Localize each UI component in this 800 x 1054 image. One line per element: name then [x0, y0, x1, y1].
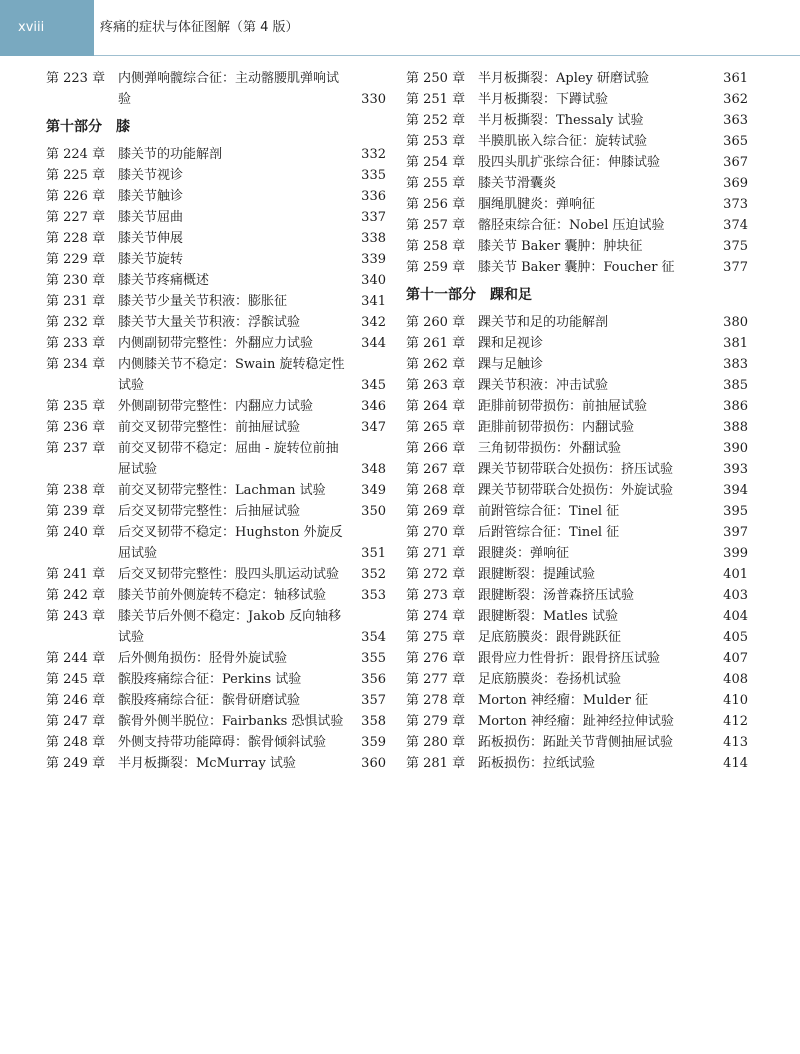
- page-number: 399: [723, 546, 748, 561]
- page-number: 369: [723, 176, 748, 191]
- toc-entry[interactable]: [406, 375, 748, 396]
- toc-entry[interactable]: [406, 501, 748, 522]
- page-number: 413: [723, 735, 748, 750]
- page-number: 338: [361, 231, 386, 246]
- page-number-badge: xviii: [0, 0, 94, 56]
- toc-entry[interactable]: [406, 690, 748, 711]
- page-number: 365: [723, 134, 748, 149]
- toc-entry[interactable]: [46, 564, 386, 585]
- chapter-number: 第 224 章: [46, 147, 106, 162]
- toc-entry[interactable]: [46, 438, 386, 480]
- chapter-number: 第 276 章: [406, 651, 466, 666]
- chapter-number: 第 281 章: [406, 756, 466, 771]
- chapter-number: 第 264 章: [406, 399, 466, 414]
- page-number: 330: [361, 92, 386, 107]
- chapter-number: 第 233 章: [46, 336, 106, 351]
- toc-entry[interactable]: [406, 522, 748, 543]
- toc-entry[interactable]: [46, 144, 386, 165]
- toc-entry[interactable]: [406, 236, 748, 257]
- page-number: 346: [361, 399, 386, 414]
- toc-left-column: [46, 68, 386, 774]
- chapter-number: 第 274 章: [406, 609, 466, 624]
- chapter-title: 外侧副韧带完整性：内翻应力试验: [118, 399, 314, 414]
- page-number: 362: [723, 92, 748, 107]
- toc-entry[interactable]: [406, 459, 748, 480]
- chapter-number: 第 250 章: [406, 71, 466, 86]
- page-number: 394: [723, 483, 748, 498]
- page-number: 355: [361, 651, 386, 666]
- chapter-title: 内侧弹响髋综合征：主动髂腰肌弹响试验: [118, 71, 340, 107]
- toc-entry[interactable]: [46, 648, 386, 669]
- page-number: 351: [361, 546, 386, 561]
- chapter-title: 前交叉韧带完整性：Lachman 试验: [118, 483, 326, 498]
- chapter-title: 膝关节 Baker 囊肿：肿块征: [478, 239, 643, 254]
- page-number: 341: [361, 294, 386, 309]
- chapter-title: 跟腱断裂：汤普森挤压试验: [478, 588, 635, 603]
- chapter-title: 膝关节前外侧旋转不稳定：轴移试验: [118, 588, 327, 603]
- chapter-number: 第 226 章: [46, 189, 106, 204]
- chapter-title: 膝关节滑囊炎: [478, 176, 557, 191]
- chapter-title: 踝关节积液：冲击试验: [478, 378, 609, 393]
- chapter-number: 第 265 章: [406, 420, 466, 435]
- page-number: 386: [723, 399, 748, 414]
- toc-entry[interactable]: [46, 228, 386, 249]
- chapter-number: 第 243 章: [46, 609, 106, 624]
- toc-entry[interactable]: [46, 312, 386, 333]
- book-title: 疼痛的症状与体征图解（第 4 版）: [100, 20, 299, 35]
- toc-entry[interactable]: [406, 543, 748, 564]
- chapter-title: 股四头肌扩张综合征：伸膝试验: [478, 155, 661, 170]
- chapter-title: 外侧支持带功能障碍：髌骨倾斜试验: [118, 735, 327, 750]
- chapter-number: 第 239 章: [46, 504, 106, 519]
- page-number: 401: [723, 567, 748, 582]
- part-heading: 第十部分 膝: [46, 119, 130, 135]
- chapter-number: 第 235 章: [46, 399, 106, 414]
- chapter-title: 后交叉韧带完整性：后抽屉试验: [118, 504, 301, 519]
- chapter-number: 第 269 章: [406, 504, 466, 519]
- chapter-number: 第 238 章: [46, 483, 106, 498]
- chapter-number: 第 248 章: [46, 735, 106, 750]
- page-number: 340: [361, 273, 386, 288]
- page-number: 332: [361, 147, 386, 162]
- page-number: 354: [361, 630, 386, 645]
- chapter-number: 第 272 章: [406, 567, 466, 582]
- chapter-title: 半月板撕裂：McMurray 试验: [118, 756, 296, 771]
- chapter-title: 踝关节韧带联合处损伤：挤压试验: [478, 462, 674, 477]
- chapter-number: 第 249 章: [46, 756, 106, 771]
- chapter-number: 第 256 章: [406, 197, 466, 212]
- chapter-title: 跟腱断裂：Matles 试验: [478, 609, 618, 624]
- chapter-title: 髌股疼痛综合征：髌骨研磨试验: [118, 693, 301, 708]
- toc-entry[interactable]: [406, 396, 748, 417]
- chapter-title: 髌股疼痛综合征：Perkins 试验: [118, 672, 302, 687]
- chapter-number: 第 223 章: [46, 71, 106, 86]
- chapter-title: 后交叉韧带不稳定：Hughston 外旋反屈试验: [118, 525, 343, 561]
- page-number: 347: [361, 420, 386, 435]
- toc-entry[interactable]: [46, 249, 386, 270]
- toc-entry[interactable]: [46, 522, 386, 564]
- toc-right-column: [406, 68, 748, 774]
- chapter-number: 第 242 章: [46, 588, 106, 603]
- chapter-title: 膝关节旋转: [118, 252, 184, 267]
- page-number: 358: [361, 714, 386, 729]
- chapter-title: 半月板撕裂：Thessaly 试验: [478, 113, 644, 128]
- chapter-title: 膝关节屈曲: [118, 210, 184, 225]
- page-number: 390: [723, 441, 748, 456]
- chapter-number: 第 246 章: [46, 693, 106, 708]
- toc-entry[interactable]: [46, 68, 386, 110]
- toc-entry[interactable]: [46, 585, 386, 606]
- chapter-title: 距腓前韧带损伤：内翻试验: [478, 420, 635, 435]
- chapter-number: 第 230 章: [46, 273, 106, 288]
- toc-entry[interactable]: [46, 753, 386, 774]
- chapter-title: 三角韧带损伤：外翻试验: [478, 441, 622, 456]
- chapter-number: 第 245 章: [46, 672, 106, 687]
- chapter-title: 前交叉韧带不稳定：屈曲 - 旋转位前抽屉试验: [118, 441, 339, 477]
- toc-entry[interactable]: [46, 501, 386, 522]
- page-number: 414: [723, 756, 748, 771]
- page-number: 357: [361, 693, 386, 708]
- toc-entry[interactable]: [46, 480, 386, 501]
- page-number: 404: [723, 609, 748, 624]
- toc-entry[interactable]: [406, 585, 748, 606]
- toc-entry[interactable]: [46, 270, 386, 291]
- chapter-title: 跖板损伤：跖趾关节背侧抽屉试验: [478, 735, 674, 750]
- toc-entry[interactable]: [46, 165, 386, 186]
- page-number: 374: [723, 218, 748, 233]
- toc-entry[interactable]: [46, 606, 386, 648]
- toc-entry[interactable]: [406, 68, 748, 89]
- chapter-number: 第 262 章: [406, 357, 466, 372]
- toc-entry[interactable]: [406, 564, 748, 585]
- chapter-number: 第 247 章: [46, 714, 106, 729]
- toc-entry[interactable]: [406, 648, 748, 669]
- chapter-number: 第 227 章: [46, 210, 106, 225]
- chapter-title: 膝关节少量关节积液：膨胀征: [118, 294, 288, 309]
- chapter-title: 前交叉韧带完整性：前抽屉试验: [118, 420, 301, 435]
- toc-entry[interactable]: [46, 711, 386, 732]
- page-number: 403: [723, 588, 748, 603]
- chapter-number: 第 280 章: [406, 735, 466, 750]
- toc-entry[interactable]: [406, 194, 748, 215]
- chapter-number: 第 241 章: [46, 567, 106, 582]
- page-number: 344: [361, 336, 386, 351]
- page-number: 342: [361, 315, 386, 330]
- chapter-title: 膝关节后外侧不稳定：Jakob 反向轴移试验: [118, 609, 342, 645]
- page-number: 367: [723, 155, 748, 170]
- chapter-number: 第 228 章: [46, 231, 106, 246]
- toc-entry[interactable]: [46, 732, 386, 753]
- toc-entry[interactable]: [46, 333, 386, 354]
- page-number: 352: [361, 567, 386, 582]
- page-number: 412: [723, 714, 748, 729]
- page-number: 373: [723, 197, 748, 212]
- page-number: 377: [723, 260, 748, 275]
- toc-entry[interactable]: [406, 753, 748, 774]
- chapter-title: 膝关节伸展: [118, 231, 184, 246]
- chapter-number: 第 240 章: [46, 525, 106, 540]
- chapter-number: 第 257 章: [406, 218, 466, 233]
- page-number: 397: [723, 525, 748, 540]
- toc-entry[interactable]: [46, 417, 386, 438]
- toc-entry[interactable]: [406, 438, 748, 459]
- chapter-title: 半月板撕裂：下蹲试验: [478, 92, 609, 107]
- chapter-title: 髌骨外侧半脱位：Fairbanks 恐惧试验: [118, 714, 344, 729]
- chapter-number: 第 268 章: [406, 483, 466, 498]
- page-number: 395: [723, 504, 748, 519]
- toc-entry[interactable]: [406, 215, 748, 236]
- toc-entry[interactable]: [406, 333, 748, 354]
- toc-entry[interactable]: [406, 312, 748, 333]
- chapter-title: 跟腱炎：弹响征: [478, 546, 570, 561]
- chapter-number: 第 277 章: [406, 672, 466, 687]
- chapter-number: 第 266 章: [406, 441, 466, 456]
- toc-entry[interactable]: [406, 606, 748, 627]
- chapter-number: 第 275 章: [406, 630, 466, 645]
- chapter-title: 跟腱断裂：提踵试验: [478, 567, 596, 582]
- page-number: 380: [723, 315, 748, 330]
- page-number: 361: [723, 71, 748, 86]
- chapter-title: 踝与足触诊: [478, 357, 544, 372]
- page-number: 375: [723, 239, 748, 254]
- chapter-title: 前跗管综合征：Tinel 征: [478, 504, 620, 519]
- toc-entry[interactable]: [46, 669, 386, 690]
- chapter-number: 第 255 章: [406, 176, 466, 191]
- chapter-number: 第 267 章: [406, 462, 466, 477]
- page-number: 393: [723, 462, 748, 477]
- toc-entry[interactable]: [406, 354, 748, 375]
- chapter-title: Morton 神经瘤：Mulder 征: [478, 693, 649, 708]
- page-number: 345: [361, 378, 386, 393]
- chapter-number: 第 232 章: [46, 315, 106, 330]
- chapter-title: 腘绳肌腱炎：弹响征: [478, 197, 596, 212]
- page-header: [0, 0, 800, 56]
- chapter-title: 膝关节大量关节积液：浮髌试验: [118, 315, 301, 330]
- toc-entry[interactable]: [46, 396, 386, 417]
- page-number: 363: [723, 113, 748, 128]
- chapter-title: 膝关节 Baker 囊肿：Foucher 征: [478, 260, 675, 275]
- page-number: 356: [361, 672, 386, 687]
- chapter-title: 跟骨应力性骨折：跟骨挤压试验: [478, 651, 661, 666]
- chapter-number: 第 234 章: [46, 357, 106, 372]
- page-number: 385: [723, 378, 748, 393]
- toc-entry[interactable]: [46, 354, 386, 396]
- page-number: 339: [361, 252, 386, 267]
- page-number: 348: [361, 462, 386, 477]
- chapter-number: 第 254 章: [406, 155, 466, 170]
- chapter-number: 第 263 章: [406, 378, 466, 393]
- chapter-title: 足底筋膜炎：跟骨跳跃征: [478, 630, 622, 645]
- toc-entry[interactable]: [406, 131, 748, 152]
- chapter-title: 膝关节疼痛概述: [118, 273, 210, 288]
- part-heading: 第十一部分 踝和足: [406, 287, 532, 303]
- toc-entry[interactable]: [406, 152, 748, 173]
- page-number: 410: [723, 693, 748, 708]
- chapter-number: 第 251 章: [406, 92, 466, 107]
- chapter-title: 半月板撕裂：Apley 研磨试验: [478, 71, 650, 86]
- chapter-number: 第 261 章: [406, 336, 466, 351]
- page-number: 407: [723, 651, 748, 666]
- chapter-number: 第 270 章: [406, 525, 466, 540]
- toc-entry[interactable]: [406, 173, 748, 194]
- chapter-number: 第 244 章: [46, 651, 106, 666]
- chapter-title: 踝关节和足的功能解剖: [478, 315, 609, 330]
- chapter-number: 第 225 章: [46, 168, 106, 183]
- chapter-title: 膝关节触诊: [118, 189, 184, 204]
- chapter-title: 内侧副韧带完整性：外翻应力试验: [118, 336, 314, 351]
- page-number: 350: [361, 504, 386, 519]
- chapter-number: 第 260 章: [406, 315, 466, 330]
- chapter-number: 第 273 章: [406, 588, 466, 603]
- page-number: 337: [361, 210, 386, 225]
- toc-entry[interactable]: [406, 669, 748, 690]
- chapter-title: 髂胫束综合征：Nobel 压迫试验: [478, 218, 665, 233]
- chapter-number: 第 252 章: [406, 113, 466, 128]
- chapter-title: 距腓前韧带损伤：前抽屉试验: [478, 399, 648, 414]
- chapter-number: 第 279 章: [406, 714, 466, 729]
- page-number: 388: [723, 420, 748, 435]
- toc-entry[interactable]: [46, 690, 386, 711]
- chapter-title: Morton 神经瘤：趾神经拉伸试验: [478, 714, 674, 729]
- toc-entry[interactable]: [406, 89, 748, 110]
- toc-entry[interactable]: [406, 110, 748, 131]
- chapter-number: 第 258 章: [406, 239, 466, 254]
- chapter-title: 半膜肌嵌入综合征：旋转试验: [478, 134, 648, 149]
- toc-entry[interactable]: [46, 186, 386, 207]
- chapter-number: 第 271 章: [406, 546, 466, 561]
- toc-entry[interactable]: [46, 207, 386, 228]
- header-divider: [94, 55, 800, 56]
- chapter-number: 第 259 章: [406, 260, 466, 275]
- toc-entry[interactable]: [406, 732, 748, 753]
- toc-entry[interactable]: [406, 711, 748, 732]
- chapter-number: 第 237 章: [46, 441, 106, 456]
- page-number: 408: [723, 672, 748, 687]
- chapter-title: 足底筋膜炎：卷扬机试验: [478, 672, 622, 687]
- chapter-title: 踝关节韧带联合处损伤：外旋试验: [478, 483, 674, 498]
- toc-entry[interactable]: [406, 627, 748, 648]
- page-number: 349: [361, 483, 386, 498]
- chapter-title: 踝和足视诊: [478, 336, 544, 351]
- chapter-title: 后外侧角损伤：胫骨外旋试验: [118, 651, 288, 666]
- page-number: 336: [361, 189, 386, 204]
- page-number: 335: [361, 168, 386, 183]
- page-number: 381: [723, 336, 748, 351]
- page-number: 353: [361, 588, 386, 603]
- page-number: 359: [361, 735, 386, 750]
- chapter-title: 膝关节的功能解剖: [118, 147, 223, 162]
- chapter-title: 内侧膝关节不稳定：Swain 旋转稳定性试验: [118, 357, 345, 393]
- toc-entry[interactable]: [46, 291, 386, 312]
- chapter-number: 第 253 章: [406, 134, 466, 149]
- page-number: 383: [723, 357, 748, 372]
- page-number: 360: [361, 756, 386, 771]
- toc-entry[interactable]: [406, 417, 748, 438]
- chapter-title: 后交叉韧带完整性：股四头肌运动试验: [118, 567, 340, 582]
- chapter-number: 第 229 章: [46, 252, 106, 267]
- page-number: 405: [723, 630, 748, 645]
- toc-entry[interactable]: [406, 257, 748, 278]
- chapter-number: 第 278 章: [406, 693, 466, 708]
- chapter-title: 膝关节视诊: [118, 168, 184, 183]
- chapter-number: 第 236 章: [46, 420, 106, 435]
- toc-entry[interactable]: [406, 480, 748, 501]
- chapter-number: 第 231 章: [46, 294, 106, 309]
- chapter-title: 后跗管综合征：Tinel 征: [478, 525, 620, 540]
- chapter-title: 跖板损伤：拉纸试验: [478, 756, 596, 771]
